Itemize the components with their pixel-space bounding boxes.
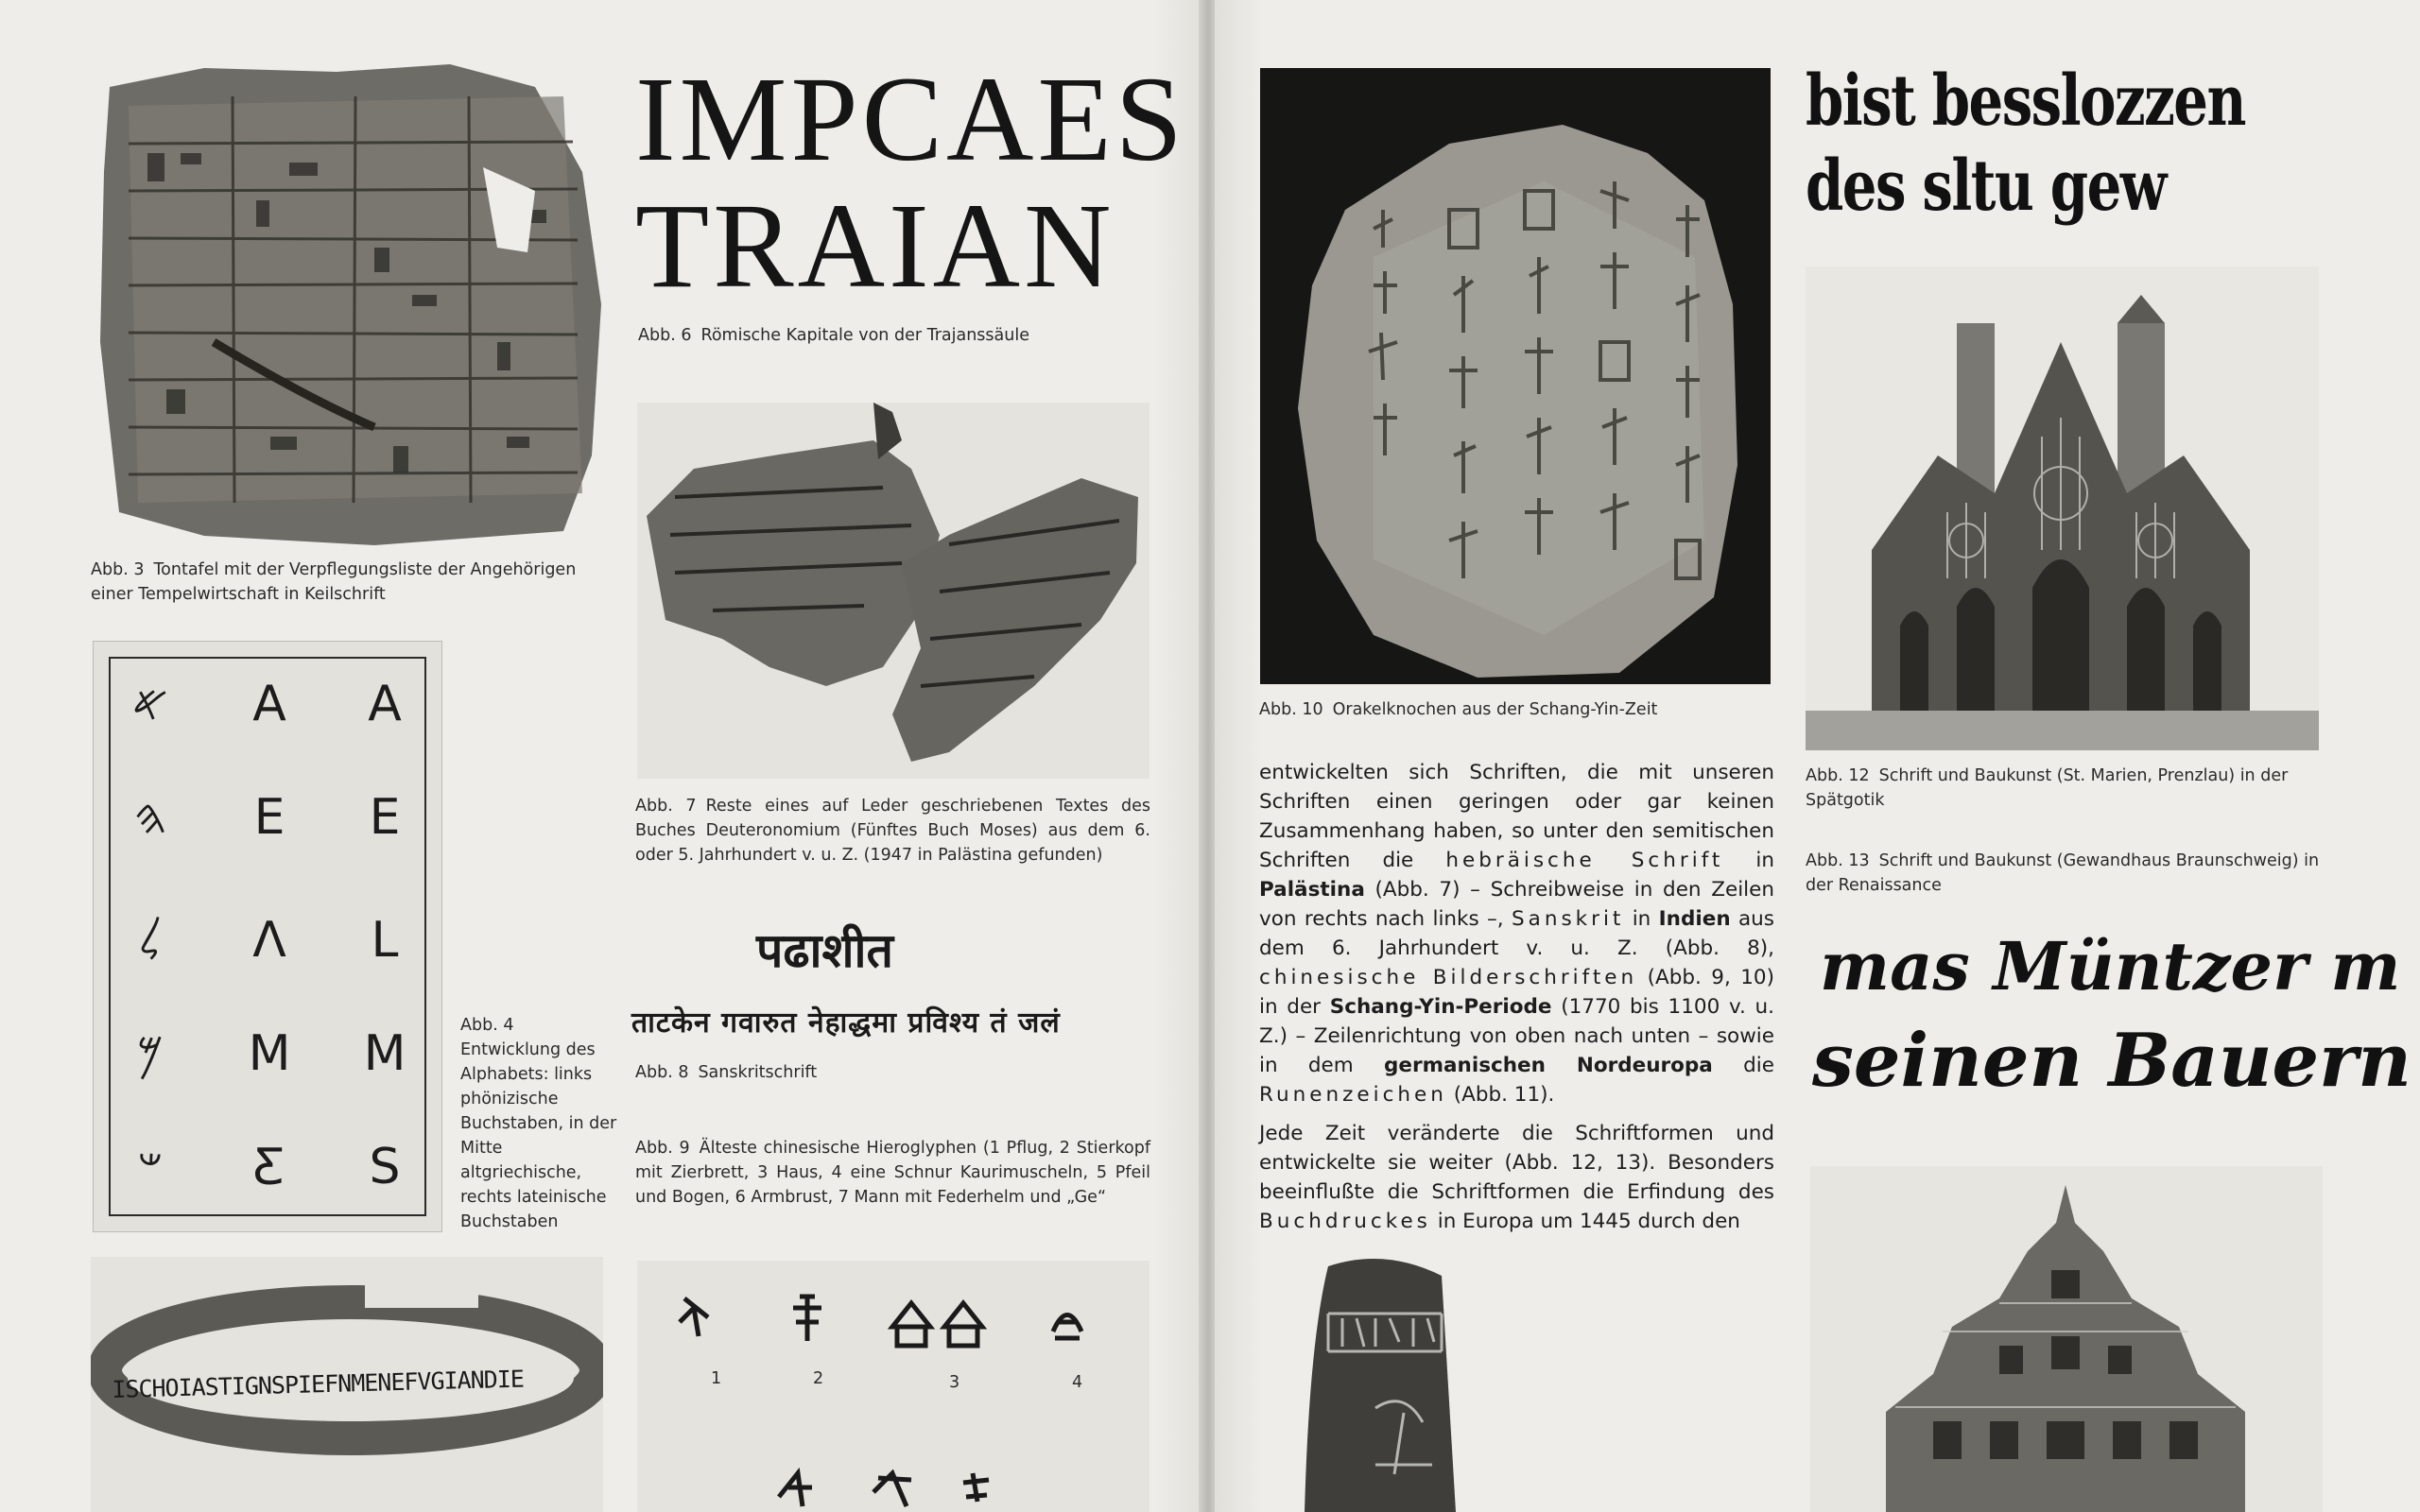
text-run: aus dem 6. Jahrhundert v. u. Z. (Abb. 8),	[1259, 907, 1775, 960]
caption-abb7	[635, 794, 1150, 868]
bold-term: Indien	[1658, 907, 1731, 931]
caption-text: Sanskritschrift	[698, 1063, 818, 1082]
gothic-script-line2: des sltu gew	[1806, 146, 2166, 227]
rune-stone-photo	[1300, 1247, 1461, 1512]
st-marien-church-photo	[1806, 266, 2319, 750]
hieroglyph-number: 1	[711, 1369, 722, 1388]
text-run: entwickelten sich Schriften, die mit unseren Schriften einen geringen oder gar keinen Zusammenhang haben, so unter den semitischen Schriften die	[1259, 761, 1774, 872]
sanskrit-line1: पढाशीत	[756, 922, 893, 978]
spaced-term: Buchdruckes	[1259, 1210, 1431, 1233]
bracelet-inscription: ISCHOIASTIGNSPIEFNMENEFVGIANDIE	[112, 1365, 525, 1403]
caption-number: Abb. 7	[635, 797, 697, 816]
caption-number: Abb. 12	[1806, 766, 1870, 785]
text-run: die	[1743, 1054, 1774, 1077]
oracle-bone-photo	[1260, 68, 1771, 684]
greek-letter: E	[253, 789, 285, 846]
text-run: in Europa um 1445 durch den	[1437, 1210, 1740, 1233]
caption-text: Tontafel mit der Verpflegungsliste der Angehörigen einer Tempelwirtschaft in Keilschrift	[91, 560, 577, 604]
caption-abb10	[1259, 697, 1774, 722]
text-run: (Abb. 11).	[1453, 1083, 1555, 1107]
roman-capitals-line1: IMPCAES	[635, 52, 1186, 186]
phoenician-letter: 𐤌	[136, 1025, 164, 1082]
caption-abb4	[460, 1013, 626, 1234]
caption-number: Abb. 10	[1259, 700, 1323, 719]
right-page	[1215, 0, 2420, 1512]
greek-letter: Λ	[252, 912, 286, 969]
caption-abb12	[1806, 764, 2321, 813]
caption-number: Abb. 6	[638, 326, 692, 345]
leather-fragments-photo	[637, 403, 1150, 779]
greek-letter: A	[252, 676, 286, 732]
spaced-term: hebräische Schrift	[1445, 849, 1724, 872]
caption-abb6	[638, 323, 1167, 348]
gothic-script-line1: bist besslozzen	[1806, 60, 2245, 142]
hieroglyph-number: 2	[813, 1369, 824, 1388]
greek-letter: M	[248, 1025, 291, 1082]
paragraph-2	[1259, 1119, 1774, 1236]
spaced-term: Runenzeichen	[1259, 1083, 1447, 1107]
caption-text: Schrift und Baukunst (St. Marien, Prenzlau) in der Spätgotik	[1806, 766, 2289, 810]
left-page	[0, 0, 1201, 1512]
text-run: (Abb. 9, 10) in der	[1259, 966, 1775, 1019]
spaced-term: Sanskrit	[1512, 907, 1625, 931]
caption-number: Abb. 3	[91, 560, 145, 579]
roman-capitals-line2: TRAIAN	[635, 179, 1115, 313]
caption-number: Abb. 8	[635, 1063, 689, 1082]
latin-letter: M	[363, 1025, 406, 1082]
caption-text: Reste eines auf Leder geschriebenen Textes des Buches Deuteronomium (Fünftes Buch Moses) aus dem 6. oder 5. Jahrhundert v. u. Z. (1947 in Palästina gefunden)	[635, 797, 1150, 865]
hieroglyph-number: 3	[949, 1373, 960, 1392]
gewandhaus-photo	[1810, 1166, 2323, 1512]
caption-text: Schrift und Baukunst (Gewandhaus Braunschweig) in der Renaissance	[1806, 851, 2320, 895]
caption-text: Entwicklung des Alphabets: links phönizische Buchstaben, in der Mitte altgriechische, rechts lateinische Buchstaben	[460, 1040, 617, 1231]
paragraph-1	[1259, 758, 1774, 1109]
latin-letter: L	[371, 912, 399, 969]
phoenician-letter: 𐤄	[133, 789, 167, 846]
spaced-term: chinesische Bilderschriften	[1259, 966, 1638, 989]
sanskrit-line2: ताटकेन गवारुत नेहाद्धमा प्रविश्य तं जलं	[631, 1006, 1061, 1040]
body-text	[1259, 758, 1774, 1236]
caption-abb9	[635, 1136, 1150, 1210]
phoenician-letter: 𐤔	[137, 1139, 164, 1195]
caption-text: Römische Kapitale von der Trajanssäule	[700, 326, 1029, 345]
caption-text: Älteste chinesische Hieroglyphen (1 Pflug, 2 Stierkopf mit Zierbrett, 3 Haus, 4 eine Schnur Kaurimuscheln, 5 Pfeil und Bogen, 6 Armbrust, 7 Mann mit Federhelm und „Ge“	[635, 1139, 1150, 1207]
latin-letter: S	[369, 1139, 401, 1195]
caption-abb13	[1806, 849, 2321, 898]
bold-term: Schang-Yin-Periode	[1329, 995, 1552, 1019]
fraktur-script-line2: seinen Bauern	[1812, 1018, 2411, 1104]
latin-letter: E	[369, 789, 401, 846]
bold-term: germanischen Nordeuropa	[1384, 1054, 1713, 1077]
caption-abb3	[91, 558, 609, 607]
caption-number: Abb. 9	[635, 1139, 690, 1158]
text-run: (Abb. 7) – Schreibweise in den Zeilen von rechts nach links –,	[1259, 878, 1774, 931]
latin-letter: A	[368, 676, 402, 732]
fraktur-script-line1: mas Müntzer m	[1820, 927, 2401, 1005]
clay-tablet-photo	[91, 59, 609, 550]
caption-text: Orakelknochen aus der Schang-Yin-Zeit	[1332, 700, 1658, 719]
text-run: (1770 bis 1100 v. u. Z.) – Zeilenrichtung von oben nach unten – sowie in dem	[1259, 995, 1775, 1077]
text-run: in	[1632, 907, 1651, 931]
alphabet-chart	[93, 641, 442, 1232]
bold-term: Palästina	[1259, 878, 1365, 902]
caption-number: Abb. 13	[1806, 851, 1870, 870]
text-run: Jede Zeit veränderte die Schriftformen und entwickelte sie weiter (Abb. 12, 13). Besonders beeinflußte die Schriftformen die Erfindung des	[1259, 1122, 1774, 1204]
hieroglyph-number: 4	[1072, 1373, 1083, 1392]
phoenician-letter: 𐤀	[131, 676, 169, 732]
caption-number: Abb. 4	[460, 1016, 514, 1035]
phoenician-letter: 𐤋	[138, 912, 163, 969]
greek-letter: Ƹ	[252, 1139, 286, 1195]
text-run: in	[1755, 849, 1774, 872]
caption-abb8	[635, 1060, 919, 1085]
